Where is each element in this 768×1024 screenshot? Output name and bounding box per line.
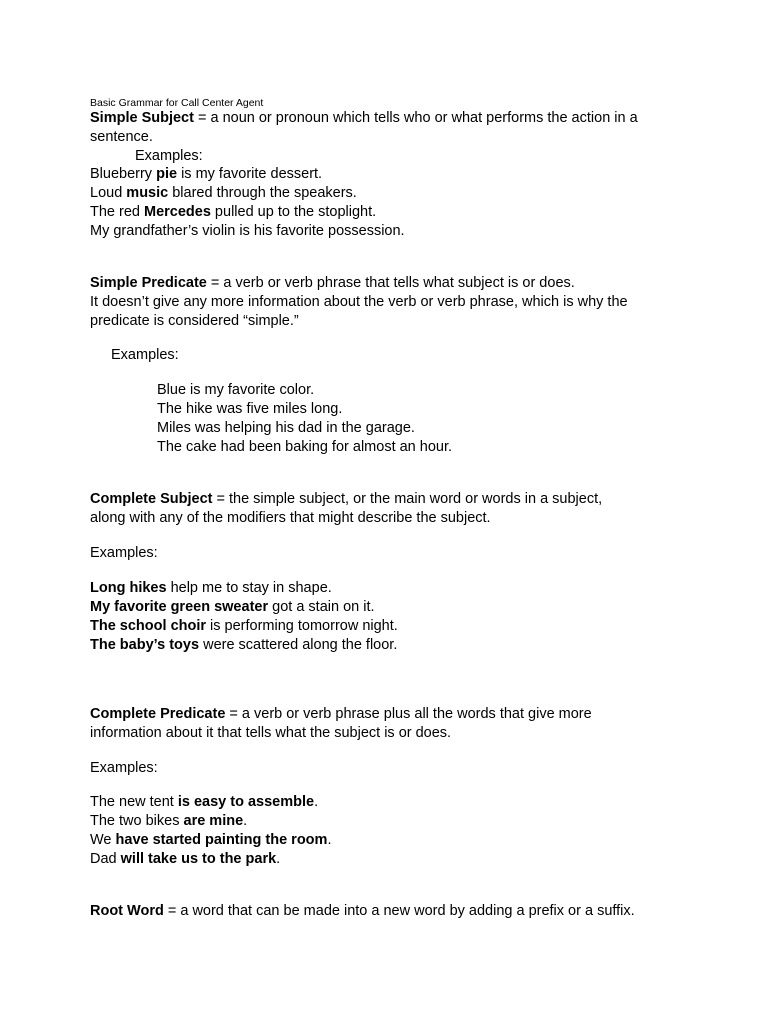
term: Root Word	[90, 903, 164, 919]
simple-predicate-definition: Simple Predicate = a verb or verb phrase that tells what subject is or does.	[90, 275, 575, 291]
definition-line: information about it that tells what the subject is or does.	[90, 725, 452, 741]
examples-label: Examples:	[135, 148, 203, 164]
document-title: Basic Grammar for Call Center Agent	[90, 97, 264, 109]
term: Complete Subject	[90, 491, 213, 507]
complete-subject-definition: Complete Subject = the simple subject, or the main word or words in a subject,	[90, 491, 603, 507]
examples-label: Examples:	[111, 347, 179, 363]
example-sentence: The new tent is easy to assemble.	[90, 794, 319, 810]
example-sentence: Loud music blared through the speakers.	[90, 185, 357, 201]
simple-subject-definition: Simple Subject = a noun or pronoun which tells who or what performs the action in a	[90, 110, 638, 126]
example-sentence: The cake had been baking for almost an hour.	[157, 439, 453, 455]
term: Simple Predicate	[90, 275, 207, 291]
examples-label: Examples:	[90, 545, 158, 561]
example-sentence: My favorite green sweater got a stain on it.	[90, 599, 375, 615]
term: Simple Subject	[90, 110, 194, 126]
example-sentence: Miles was helping his dad in the garage.	[157, 420, 415, 436]
example-sentence: The red Mercedes pulled up to the stoplight.	[90, 204, 377, 220]
example-sentence: Dad will take us to the park.	[90, 851, 281, 867]
example-sentence: Long hikes help me to stay in shape.	[90, 580, 332, 596]
example-sentence: The school choir is performing tomorrow night.	[90, 618, 398, 634]
example-sentence: The baby’s toys were scattered along the floor.	[90, 637, 398, 653]
complete-predicate-definition: Complete Predicate = a verb or verb phrase plus all the words that give more	[90, 706, 592, 722]
example-sentence: My grandfather’s violin is his favorite possession.	[90, 223, 405, 239]
definition-line: along with any of the modifiers that might describe the subject.	[90, 510, 491, 526]
examples-label: Examples:	[90, 760, 158, 776]
example-sentence: The hike was five miles long.	[157, 401, 343, 417]
term: Complete Predicate	[90, 706, 226, 722]
example-sentence: We have started painting the room.	[90, 832, 332, 848]
root-word-definition: Root Word = a word that can be made into a new word by adding a prefix or a suffix.	[90, 903, 635, 919]
example-sentence: The two bikes are mine.	[90, 813, 248, 829]
definition-line: sentence.	[90, 129, 153, 145]
example-sentence: Blueberry pie is my favorite dessert.	[90, 166, 323, 182]
definition-line: It doesn’t give any more information about the verb or verb phrase, which is why the	[90, 294, 628, 310]
definition-line: predicate is considered “simple.”	[90, 313, 299, 329]
example-sentence: Blue is my favorite color.	[157, 382, 315, 398]
